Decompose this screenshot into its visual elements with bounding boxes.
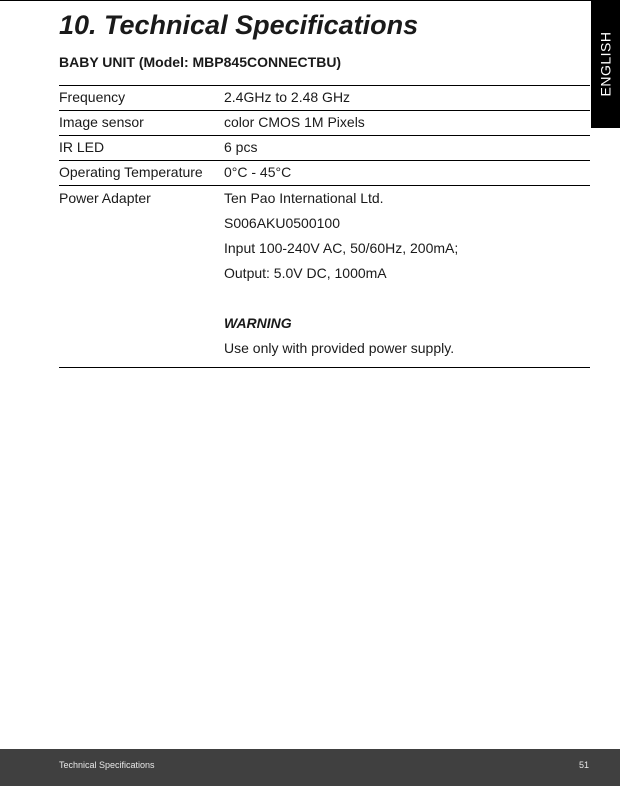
spec-value: 2.4GHz to 2.48 GHz	[224, 89, 351, 105]
warning-text: Use only with provided power supply.	[224, 340, 455, 356]
footer-section-name: Technical Specifications	[59, 760, 155, 770]
footer-page-number: 51	[578, 760, 589, 770]
language-tab-label: ENGLISH	[597, 31, 614, 97]
section-heading: BABY UNIT (Model: MBP845CONNECTBU)	[59, 54, 342, 70]
spec-label: Image sensor	[59, 114, 144, 130]
warning-block	[224, 311, 590, 363]
spec-label: IR LED	[59, 139, 105, 155]
spec-value: color CMOS 1M Pixels	[224, 114, 365, 130]
spec-table	[59, 85, 590, 368]
footer-bar	[0, 749, 620, 786]
spec-value-power-adapter	[224, 186, 590, 367]
language-tab	[591, 0, 620, 128]
spec-row-operating-temperature	[59, 161, 590, 186]
power-adapter-model: S006AKU0500100	[224, 215, 340, 231]
power-adapter-output: Output: 5.0V DC, 1000mA	[224, 265, 387, 281]
warning-title: WARNING	[224, 315, 292, 331]
spec-value: 6 pcs	[224, 139, 258, 155]
top-rule	[0, 0, 591, 1]
spec-row-image-sensor	[59, 111, 590, 136]
spec-row-ir-led	[59, 136, 590, 161]
spec-row-frequency	[59, 86, 590, 111]
spec-label: Operating Temperature	[59, 164, 203, 180]
power-adapter-manufacturer: Ten Pao International Ltd.	[224, 190, 384, 206]
spec-value: 0°C - 45°C	[224, 164, 292, 180]
spec-row-power-adapter	[59, 186, 590, 368]
power-adapter-input: Input 100-240V AC, 50/60Hz, 200mA;	[224, 240, 459, 256]
spec-label: Frequency	[59, 89, 126, 105]
spec-label: Power Adapter	[59, 190, 151, 206]
page-title: 10. Technical Specifications	[59, 10, 419, 40]
